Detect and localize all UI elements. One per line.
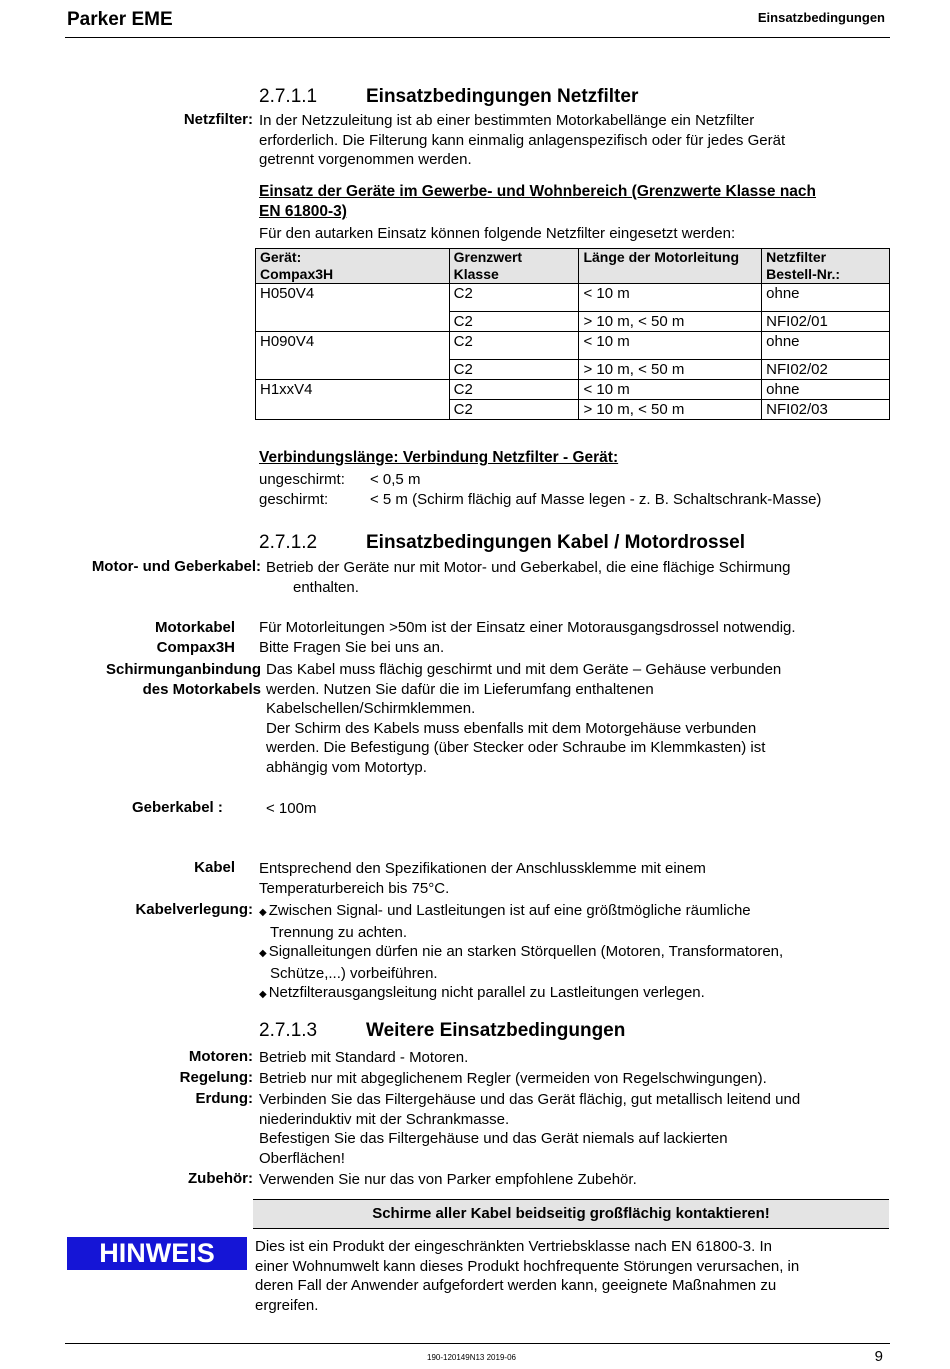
text-line: Bitte Fragen Sie bei uns an.	[259, 638, 445, 656]
motor-geber-label: Motor- und Geberkabel:	[91, 558, 261, 575]
table-cell: > 10 m, < 50 m	[579, 400, 762, 420]
erdung-text	[259, 1090, 800, 1168]
text-line: enthalten.	[293, 578, 359, 596]
section-1-title: Einsatzbedingungen Netzfilter	[366, 86, 639, 107]
table-row	[256, 312, 890, 332]
text-line: Oberflächen!	[259, 1149, 345, 1167]
text-line: Verbinden Sie das Filtergehäuse und das Gerät flächig, gut metallisch leitend und	[259, 1091, 801, 1108]
table-cell: C2	[449, 360, 579, 380]
text-line: Entsprechend den Spezifikationen der Anschlussklemme mit einem	[259, 860, 706, 877]
text-line: Das Kabel muss flächig geschirmt und mit dem Geräte – Gehäuse verbunden	[266, 661, 782, 678]
table-row	[256, 284, 890, 312]
text-line: erforderlich. Die Filterung kann einmalig anlagenspezifisch oder für jedes Gerät	[259, 131, 786, 149]
table-cell: C2	[449, 312, 579, 332]
netzfilter-table	[255, 248, 890, 420]
table-cell: ohne	[762, 332, 890, 360]
table-cell: > 10 m, < 50 m	[579, 360, 762, 380]
text-line: Dies ist ein Produkt der eingeschränkten Vertriebsklasse nach EN 61800-3. In	[255, 1238, 772, 1255]
table-cell: C2	[449, 332, 579, 360]
text-line: Kabelschellen/Schirmklemmen.	[266, 700, 476, 717]
table-intro: Für den autarken Einsatz können folgende Netzfilter eingesetzt werden:	[259, 225, 736, 242]
text-line: Temperaturbereich bis 75°C.	[259, 879, 450, 897]
table-cell: < 10 m	[579, 332, 762, 360]
table-cell	[256, 312, 450, 332]
diamond-bullet-icon: ◆	[259, 907, 267, 918]
footer-rule	[65, 1343, 890, 1344]
kabelverlegung-list	[259, 901, 783, 1005]
table-row	[256, 400, 890, 420]
table-cell: NFI02/02	[762, 360, 890, 380]
text-line: deren Fall der Anwender aufgefordert werden kann, geeignete Maßnahmen zu	[255, 1277, 777, 1294]
motoren-label: Motoren:	[188, 1048, 253, 1065]
text-line: einer Wohnumwelt kann dieses Produkt hochfrequente Störungen verursachen, in	[255, 1257, 800, 1275]
table-header-cell: Gerät: Compax3H	[256, 249, 450, 284]
text-line: werden. Nutzen Sie dafür die im Lieferumfang enthaltenen	[266, 680, 654, 698]
table-cell: ohne	[762, 284, 890, 312]
geberkabel-value: < 100m	[266, 800, 317, 817]
table-cell: NFI02/03	[762, 400, 890, 420]
regelung-label: Regelung:	[179, 1069, 253, 1086]
table-cell: NFI02/01	[762, 312, 890, 332]
verbindung-heading: Verbindungslänge: Verbindung Netzfilter - Gerät:	[259, 449, 619, 466]
table-header-cell: Grenzwert Klasse	[449, 249, 579, 284]
table-cell: ohne	[762, 380, 890, 400]
text-line: Befestigen Sie das Filtergehäuse und das Gerät niemals auf lackierten	[259, 1130, 728, 1147]
header-section: Einsatzbedingungen	[757, 10, 885, 25]
section-2-number: 2.7.1.2	[259, 532, 318, 553]
table-cell: C2	[449, 400, 579, 420]
table-cell: H1xxV4	[256, 380, 450, 400]
motor-geber-text	[266, 558, 790, 597]
label-line: Compax3H	[156, 638, 235, 656]
table-cell: < 10 m	[579, 284, 762, 312]
erdung-label: Erdung:	[195, 1090, 253, 1107]
text-line: In der Netzzuleitung ist ab einer bestimmten Motorkabellänge ein Netzfilter	[259, 112, 755, 129]
motoren-text: Betrieb mit Standard - Motoren.	[259, 1049, 469, 1066]
table-cell: H090V4	[256, 332, 450, 360]
geberkabel-label: Geberkabel :	[132, 799, 223, 816]
table-cell: C2	[449, 284, 579, 312]
kabel-text	[259, 859, 706, 898]
header-rule	[65, 37, 890, 38]
label-line: Motorkabel	[154, 619, 235, 636]
text-line: ergreifen.	[255, 1296, 319, 1314]
table-header-row	[256, 249, 890, 284]
kabel-label: Kabel	[194, 859, 235, 876]
table-cell	[256, 360, 450, 380]
list-item: ◆ Netzfilterausgangsleitung nicht parallel zu Lastleitungen verlegen.	[259, 984, 705, 1001]
text-line: Betrieb der Geräte nur mit Motor- und Geberkabel, die eine flächige Schirmung	[266, 559, 791, 576]
text-line: werden. Die Befestigung (über Stecker oder Schraube im Klemmkasten) ist	[266, 739, 766, 756]
schirm-label	[106, 660, 261, 699]
conn-value: < 0,5 m	[370, 471, 421, 488]
text-line: Für Motorleitungen >50m ist der Einsatz einer Motorausgangsdrossel notwendig.	[259, 619, 796, 636]
table-cell	[256, 400, 450, 420]
hinweis-text	[255, 1237, 799, 1315]
zubehoer-label: Zubehör:	[188, 1170, 253, 1187]
table-row	[256, 332, 890, 360]
table-cell: > 10 m, < 50 m	[579, 312, 762, 332]
text-line: Der Schirm des Kabels muss ebenfalls mit dem Motorgehäuse verbunden	[266, 719, 757, 737]
table-cell: H050V4	[256, 284, 450, 312]
regelung-text: Betrieb nur mit abgeglichenem Regler (vermeiden von Regelschwingungen).	[259, 1070, 767, 1087]
motorkabel-label	[155, 618, 235, 657]
text-line: niederinduktiv mit der Schrankmasse.	[259, 1110, 510, 1128]
hinweis-badge: HINWEIS	[67, 1237, 247, 1270]
section-2-title: Einsatzbedingungen Kabel / Motordrossel	[366, 532, 745, 553]
list-item: ◆ Signalleitungen dürfen nie an starken Störquellen (Motoren, Transformatoren,	[259, 943, 784, 960]
section-3-title: Weitere Einsatzbedingungen	[366, 1020, 626, 1041]
diamond-bullet-icon: ◆	[259, 948, 267, 959]
table-cell: C2	[449, 380, 579, 400]
gewerbe-heading	[259, 182, 816, 221]
text-line: getrennt vorgenommen werden.	[259, 151, 472, 168]
warning-banner: Schirme aller Kabel beidseitig großflächig kontaktieren!	[253, 1199, 889, 1229]
zubehoer-text: Verwenden Sie nur das von Parker empfohlene Zubehör.	[259, 1171, 637, 1188]
conn-key: geschirmt:	[259, 491, 329, 508]
table-row	[256, 360, 890, 380]
header-brand: Parker EME	[67, 9, 173, 30]
netzfilter-label: Netzfilter:	[183, 111, 253, 128]
heading-line: EN 61800-3)	[259, 202, 347, 220]
diamond-bullet-icon: ◆	[259, 989, 267, 1000]
section-1-number: 2.7.1.1	[259, 86, 318, 107]
list-item-continuation: Trennung zu achten.	[270, 923, 408, 941]
text-line: abhängig vom Motortyp.	[266, 758, 427, 776]
list-item-continuation: Schütze,...) vorbeiführen.	[270, 964, 438, 982]
label-line: des Motorkabels	[142, 680, 261, 698]
table-header-cell: Netzfilter Bestell-Nr.:	[762, 249, 890, 284]
netzfilter-text	[259, 111, 785, 170]
table-header-cell: Länge der Motorleitung	[579, 249, 762, 284]
kabelverlegung-label: Kabelverlegung:	[135, 901, 253, 918]
table-row	[256, 380, 890, 400]
heading-line: Einsatz der Geräte im Gewerbe- und Wohnbereich (Grenzwerte Klasse nach	[259, 183, 817, 200]
list-item: ◆ Zwischen Signal- und Lastleitungen ist auf eine größtmögliche räumliche	[259, 902, 751, 919]
table-cell: < 10 m	[579, 380, 762, 400]
conn-key: ungeschirmt:	[259, 471, 345, 488]
label-line: Schirmunganbindung	[106, 661, 261, 678]
motorkabel-text	[259, 618, 796, 657]
footer-doc-code: 190-120149N13 2019-06	[427, 1353, 516, 1362]
section-3-number: 2.7.1.3	[259, 1020, 318, 1041]
page-number: 9	[874, 1348, 883, 1365]
schirm-text	[266, 660, 781, 777]
conn-value: < 5 m (Schirm flächig auf Masse legen - z. B. Schaltschrank-Masse)	[370, 491, 822, 508]
